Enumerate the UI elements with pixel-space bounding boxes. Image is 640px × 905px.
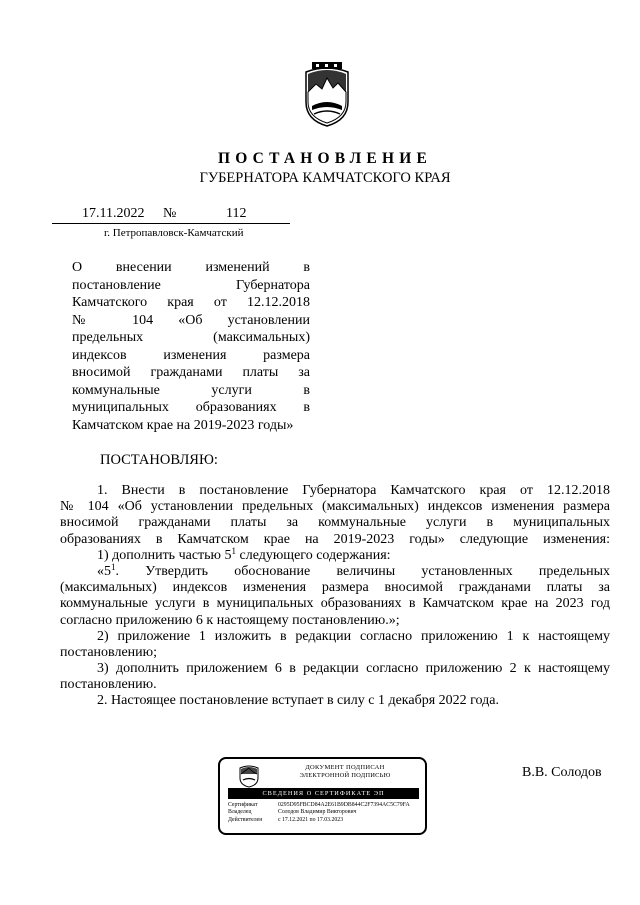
body-line: постановлению;: [60, 644, 158, 660]
stamp-row-key: Сертификат: [228, 802, 258, 808]
signer-name: В.В. Солодов: [522, 765, 602, 780]
date-number-underline: [52, 223, 290, 224]
heading-line: предельных (максимальных): [72, 330, 310, 345]
body-line: 2. Настоящее постановление вступает в силу с 1 декабря 2022 года.: [97, 693, 499, 709]
body-line: согласно приложению 6 к настоящему постановлению.»;: [60, 612, 400, 628]
stamp-row: [228, 817, 423, 824]
document-number: 112: [226, 206, 247, 221]
body-line: 3) дополнить приложением 6 в редакции согласно приложению 2 к настоящему: [97, 661, 610, 677]
stamp-row-value: Солодов Владимир Викторович: [278, 809, 357, 816]
stamp-line-2: ЭЛЕКТРОННОЙ ПОДПИСЬЮ: [299, 772, 391, 779]
body-line: постановлению.: [60, 677, 157, 693]
body-line: вносимой гражданами платы за коммунальные услуги в муниципальных: [60, 515, 610, 531]
stamp-row-key: Владелец: [228, 809, 252, 816]
stamp-bar: СВЕДЕНИЯ О СЕРТИФИКАТЕ ЭП: [228, 788, 419, 799]
coat-of-arms-small-icon: [238, 764, 260, 788]
body-line: (максимальных) индексов изменения размера вносимой гражданами платы за: [60, 580, 610, 596]
body-line: «$5^1$. Утвердить обоснование величины установленных предельных: [97, 561, 610, 579]
document-date: 17.11.2022: [82, 206, 145, 221]
body-line: коммунальные услуги в муниципальных образованиях в Камчатском крае на 2023 год: [60, 596, 610, 612]
stamp-row: [228, 809, 423, 816]
heading-line: муниципальных образованиях в: [72, 400, 310, 415]
stamp-row-value: 0295D95FBCD84A2E61B9DB844C2F7394AC5C79FA: [278, 802, 410, 808]
document-body: [60, 483, 610, 710]
heading-line: вносимой гражданами платы за: [72, 365, 310, 380]
heading-line: постановление Губернатора: [72, 277, 310, 293]
document-subtitle: ГУБЕРНАТОРА КАМЧАТСКОГО КРАЯ: [199, 170, 451, 186]
document-city: г. Петропавловск-Камчатский: [104, 227, 244, 239]
document-heading: [72, 259, 310, 434]
kamchatka-coat-of-arms-icon: [298, 62, 356, 128]
stamp-details: [228, 802, 423, 824]
heading-line: № 104 «Об установлении: [72, 312, 310, 328]
heading-line: коммунальные услуги в: [72, 382, 310, 398]
stamp-row: [228, 802, 423, 809]
number-sign: №: [163, 206, 177, 221]
body-line: 2) приложение 1 изложить в редакции согласно приложению 1 к настоящему: [97, 628, 610, 644]
body-line: 1. Внести в постановление Губернатора Камчатского края от 12.12.2018: [97, 483, 610, 498]
stamp-row-value: с 17.12.2021 по 17.03.2023: [278, 816, 344, 823]
decree-word: ПОСТАНОВЛЯЮ:: [100, 452, 218, 468]
document-title: ПОСТАНОВЛЕНИЕ: [217, 150, 433, 167]
body-line: № 104 «Об установлении предельных (максимальных) индексов изменения размера: [60, 499, 610, 515]
stamp-row-key: Действителен: [228, 816, 263, 823]
stamp-line-1: ДОКУМЕНТ ПОДПИСАН: [305, 764, 385, 771]
body-line: 1) дополнить частью $5^1$ следующего содержания:: [97, 545, 391, 563]
electronic-signature-stamp: [218, 757, 427, 835]
body-line: образованиях в Камчатском крае на 2019-2023 годы» следующие изменения:: [60, 531, 610, 547]
heading-line: Камчатском крае на 2019-2023 годы»: [72, 417, 294, 433]
heading-line: О внесении изменений в: [72, 260, 310, 275]
heading-line: Камчатского края от 12.12.2018: [72, 295, 310, 310]
heading-line: индексов изменения размера: [72, 347, 310, 363]
